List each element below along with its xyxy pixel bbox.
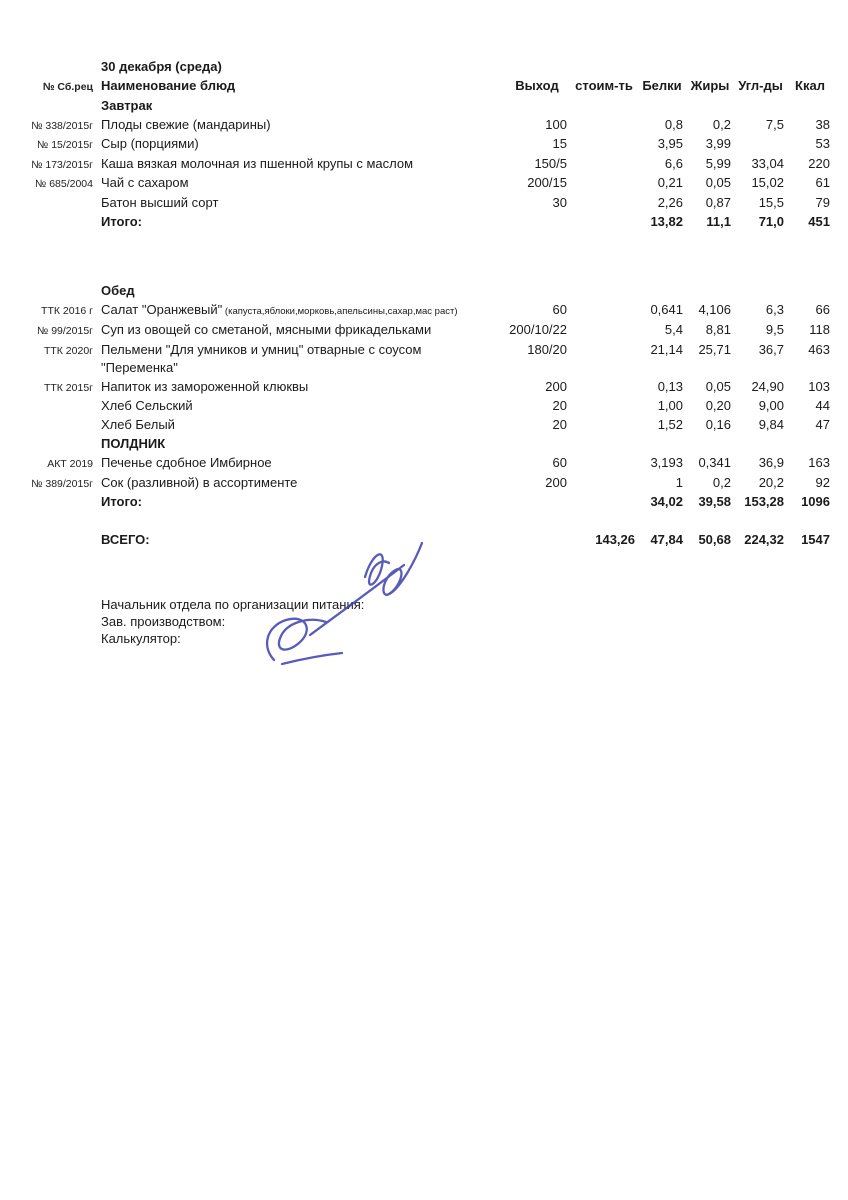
dish-name: Хлеб Белый <box>101 417 175 432</box>
menu-block <box>28 282 848 436</box>
dish-name: Пельмени "Для умников и умниц" отварные с соусом "Переменка" <box>98 341 504 378</box>
col-header-name: Наименование блюд <box>101 78 236 93</box>
col-belki: 1,00 <box>657 398 683 413</box>
recipe-code: ТТК 2016 г <box>41 304 93 317</box>
col-zhiry: 0,87 <box>705 194 731 210</box>
col-belki: 6,6 <box>664 155 683 171</box>
col-vyhod: 200/10/22 <box>509 322 567 337</box>
dish-name: Батон высший сорт <box>101 194 219 210</box>
dish-name: Салат "Оранжевый" (капуста,яблоки,морковь,апельсины,сахар,мас раст) <box>101 301 458 317</box>
item-row <box>28 301 848 322</box>
total-label: Итого: <box>101 213 142 229</box>
col-kkal: 118 <box>809 322 830 337</box>
col-kkal: 1096 <box>801 494 830 509</box>
col-header-ugl: Угл-ды <box>738 78 783 93</box>
dish-name: Напиток из замороженной клюквы <box>101 378 309 394</box>
col-vyhod: 20 <box>552 417 567 432</box>
col-ugl: 9,84 <box>758 417 784 432</box>
recipe-code: № 389/2015г <box>31 477 93 490</box>
total-row <box>28 493 848 512</box>
signature-caption-production: Зав. производством: <box>101 614 226 629</box>
total-label: Итого: <box>101 494 142 509</box>
col-zhiry: 39,58 <box>698 494 731 509</box>
item-row <box>28 341 848 378</box>
recipe-code: ТТК 2015г <box>43 381 93 394</box>
col-ugl: 71,0 <box>758 213 784 229</box>
col-belki: 21,14 <box>650 341 683 357</box>
col-kkal: 220 <box>808 155 830 171</box>
recipe-code: № 99/2015г <box>37 325 93 337</box>
col-zhiry: 0,20 <box>705 398 731 413</box>
col-kkal: 463 <box>808 341 830 357</box>
col-vyhod: 60 <box>552 301 567 317</box>
col-zhiry: 11,1 <box>706 213 731 229</box>
section-row <box>28 435 848 454</box>
col-header-zhiry: Жиры <box>690 78 730 93</box>
col-belki: 0,21 <box>657 175 683 190</box>
col-kkal: 47 <box>815 417 830 432</box>
col-ugl: 33,04 <box>751 155 784 171</box>
item-row <box>28 135 848 155</box>
col-zhiry: 5,99 <box>705 155 731 171</box>
col-kkal: 451 <box>808 213 830 229</box>
col-belki: 0,13 <box>657 378 683 394</box>
signature-caption-calculator: Калькулятор: <box>101 631 181 646</box>
dish-name: Хлеб Сельский <box>101 398 193 413</box>
col-belki: 1,52 <box>657 417 683 432</box>
item-row <box>28 116 848 136</box>
col-zhiry: 0,2 <box>712 474 731 490</box>
col-kkal: 79 <box>815 194 830 210</box>
menu-table-body <box>28 97 848 551</box>
section-title: ПОЛДНИК <box>101 436 166 451</box>
col-kkal: 38 <box>815 116 830 132</box>
col-ugl: 36,7 <box>758 341 784 357</box>
col-ugl: 224,32 <box>744 532 784 547</box>
table-header <box>28 77 848 97</box>
item-row <box>28 474 848 494</box>
col-ugl: 15,5 <box>758 194 784 210</box>
col-ugl: 24,90 <box>751 378 784 394</box>
col-ugl: 9,00 <box>758 398 784 413</box>
col-ugl: 7,5 <box>765 116 784 132</box>
col-zhiry: 0,341 <box>698 455 731 470</box>
recipe-code: № 173/2015г <box>31 158 93 171</box>
col-stoim: 143,26 <box>595 532 635 547</box>
col-zhiry: 0,05 <box>705 175 731 190</box>
col-vyhod: 200/15 <box>527 175 567 190</box>
col-vyhod: 100 <box>545 116 567 132</box>
col-kkal: 103 <box>808 378 830 394</box>
col-header-rec: № Сб.рец <box>42 81 93 93</box>
dish-name: Сок (разливной) в ассортименте <box>101 474 298 490</box>
grand-total-row <box>28 531 848 550</box>
col-zhiry: 25,71 <box>698 341 731 357</box>
signature-caption-head: Начальник отдела по организации питания: <box>101 597 365 612</box>
col-belki: 0,641 <box>650 301 683 317</box>
date-title: 30 декабря (среда) <box>101 59 222 74</box>
col-belki: 47,84 <box>650 532 683 547</box>
col-belki: 3,193 <box>650 455 683 470</box>
recipe-code: ТТК 2020г <box>43 344 93 357</box>
col-vyhod: 30 <box>552 194 567 210</box>
col-header-kkal: Ккал <box>795 78 825 93</box>
col-belki: 5,4 <box>664 322 683 337</box>
col-kkal: 163 <box>808 455 830 470</box>
section-row <box>28 97 848 116</box>
col-kkal: 92 <box>815 474 830 490</box>
col-zhiry: 0,16 <box>705 417 731 432</box>
col-belki: 3,95 <box>657 136 683 151</box>
col-zhiry: 0,2 <box>712 116 731 132</box>
date-row <box>28 58 848 77</box>
section-title: Обед <box>101 282 135 298</box>
col-vyhod: 150/5 <box>534 155 567 171</box>
dish-name: Печенье сдобное Имбирное <box>101 455 272 470</box>
col-belki: 1 <box>675 474 683 490</box>
col-zhiry: 8,81 <box>705 322 731 337</box>
item-row <box>28 155 848 175</box>
item-row <box>28 174 848 194</box>
col-belki: 34,02 <box>650 494 683 509</box>
item-row <box>28 378 848 398</box>
col-ugl: 20,2 <box>758 474 784 490</box>
dish-name: Чай с сахаром <box>101 175 189 190</box>
item-row <box>28 321 848 341</box>
col-zhiry: 4,106 <box>698 301 731 317</box>
col-belki: 0,8 <box>664 116 683 132</box>
item-row <box>28 416 848 435</box>
recipe-code: АКТ 2019 <box>47 458 93 470</box>
item-row <box>28 454 848 474</box>
recipe-code: № 15/2015г <box>37 139 93 151</box>
col-ugl: 36,9 <box>758 455 784 470</box>
dish-name-note: (капуста,яблоки,морковь,апельсины,сахар,мас раст) <box>222 305 458 317</box>
col-header-belki: Белки <box>642 78 682 93</box>
col-kkal: 44 <box>815 398 830 413</box>
col-vyhod: 180/20 <box>527 341 567 357</box>
dish-name: Суп из овощей со сметаной, мясными фрикадельками <box>101 322 432 337</box>
col-header-vyhod: Выход <box>515 78 559 93</box>
col-ugl: 9,5 <box>765 322 784 337</box>
dish-name: Сыр (порциями) <box>101 136 199 151</box>
section-title: Завтрак <box>101 97 153 113</box>
col-kkal: 1547 <box>801 532 830 547</box>
col-kkal: 66 <box>815 301 830 317</box>
recipe-code: № 685/2004 <box>35 178 93 190</box>
item-row <box>28 397 848 416</box>
col-belki: 2,26 <box>657 194 683 210</box>
dish-name: Плоды свежие (мандарины) <box>101 116 271 132</box>
col-vyhod: 200 <box>545 474 567 490</box>
signature-block <box>101 596 848 647</box>
recipe-code: № 338/2015г <box>31 119 93 132</box>
col-kkal: 61 <box>815 175 830 190</box>
menu-block <box>28 435 848 512</box>
col-vyhod: 15 <box>552 136 567 151</box>
dish-name-line2: "Переменка" <box>101 360 178 375</box>
col-vyhod: 200 <box>545 378 567 394</box>
total-label: ВСЕГО: <box>101 532 150 547</box>
col-zhiry: 3,99 <box>705 136 731 151</box>
section-row <box>28 282 848 301</box>
col-zhiry: 50,68 <box>698 532 731 547</box>
col-vyhod: 20 <box>552 398 567 413</box>
total-row <box>28 213 848 232</box>
col-ugl: 153,28 <box>744 494 784 509</box>
col-belki: 13,82 <box>650 213 683 229</box>
dish-name: Каша вязкая молочная из пшенной крупы с маслом <box>101 155 414 171</box>
col-header-stoim: стоим-ть <box>575 78 633 93</box>
menu-block <box>28 97 848 232</box>
col-vyhod: 60 <box>552 455 567 470</box>
col-ugl: 6,3 <box>765 301 784 317</box>
item-row <box>28 194 848 213</box>
col-ugl: 15,02 <box>751 175 784 190</box>
col-zhiry: 0,05 <box>705 378 731 394</box>
col-kkal: 53 <box>815 136 830 151</box>
